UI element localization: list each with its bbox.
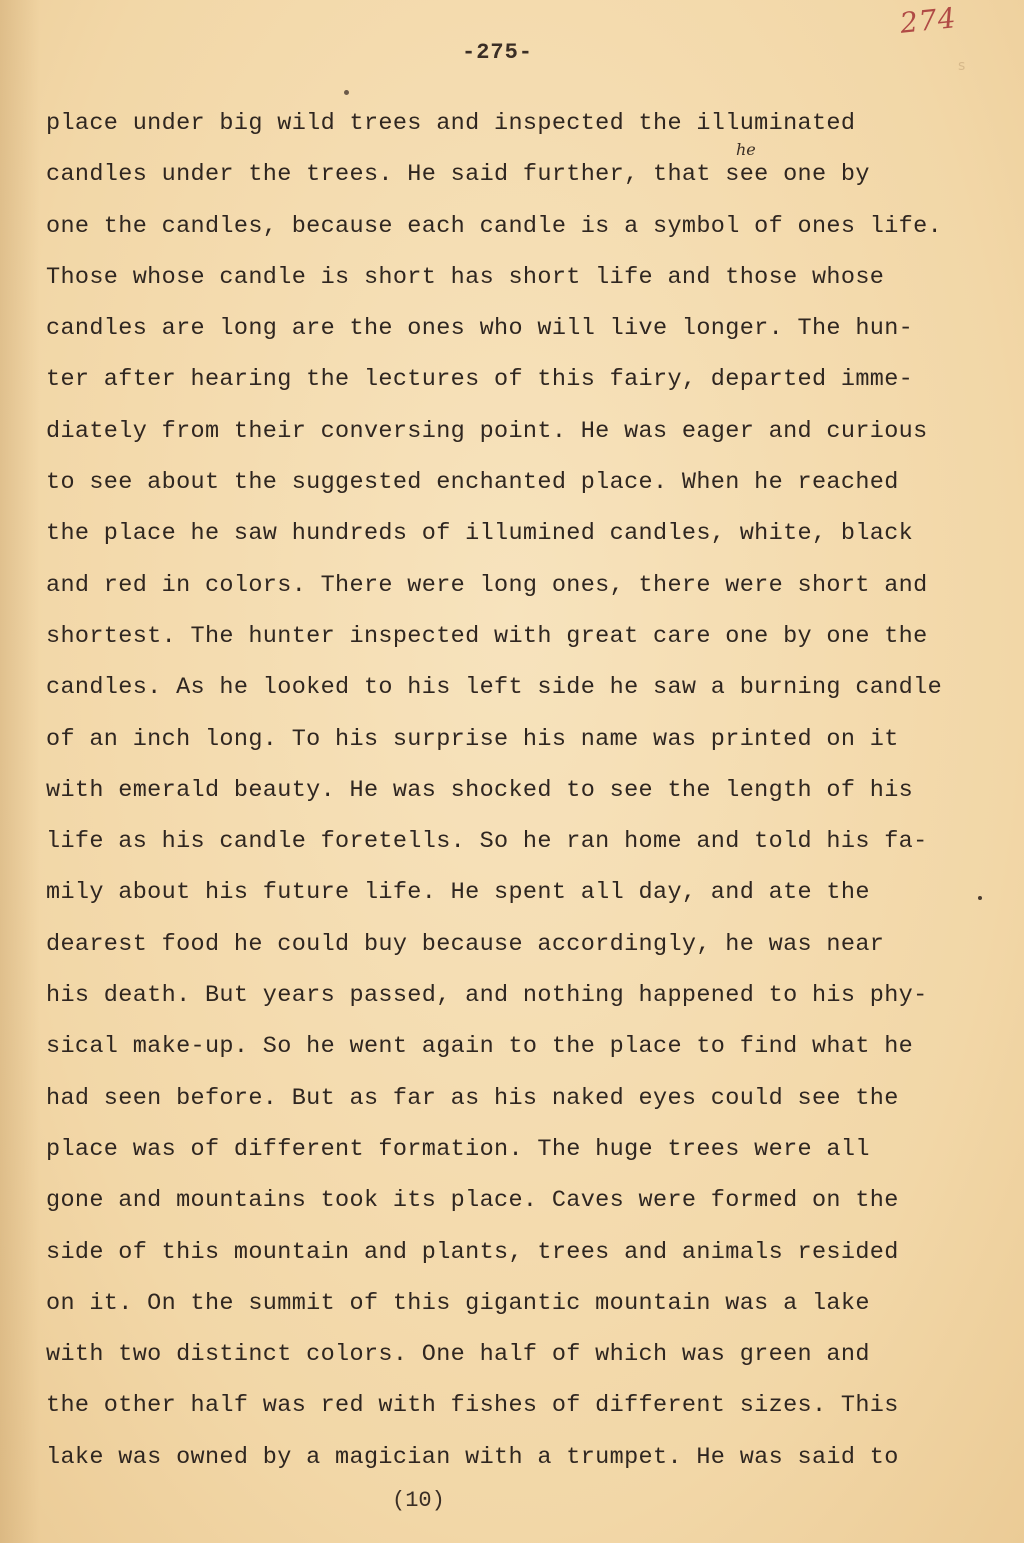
text-line: dearest food he could buy because accordingly, he was near [46,930,885,958]
text-line: life as his candle foretells. So he ran home and told his fa- [46,828,928,856]
text-line: Those whose candle is short has short life and those whose [46,263,885,291]
text-line: candles under the trees. He said further, that see one by [46,161,870,189]
footer-page-number: (10) [392,1488,445,1513]
text-line: the place he saw hundreds of illumined candles, white, black [46,520,914,548]
text-line: with two distinct colors. One half of which was green and [46,1341,870,1369]
text-line: mily about his future life. He spent all day, and ate the [46,879,870,907]
text-line: his death. But years passed, and nothing happened to his phy- [46,982,928,1010]
text-line: one the candles, because each candle is a symbol of ones life. [46,212,943,240]
text-line: the other half was red with fishes of different sizes. This [46,1392,899,1420]
text-line: gone and mountains took its place. Caves were formed on the [46,1187,899,1215]
handwritten-page-number: 274 [898,1,959,40]
text-line: place was of different formation. The huge trees were all [46,1135,870,1163]
paper-edge-shadow [0,0,40,1543]
handwritten-insertion: he [736,140,756,159]
typed-body-text [46,106,1006,1491]
text-line: diately from their conversing point. He was eager and curious [46,417,928,445]
text-line: had seen before. But as far as his naked eyes could see the [46,1084,899,1112]
text-line: of an inch long. To his surprise his name was printed on it [46,725,899,753]
text-line: candles are long are the ones who will live longer. The hun- [46,315,914,343]
text-line: with emerald beauty. He was shocked to see the length of his [46,776,914,804]
typed-page-number: -275- [462,40,534,65]
text-line: side of this mountain and plants, trees and animals resided [46,1238,899,1266]
text-line: sical make-up. So he went again to the place to find what he [46,1033,914,1061]
faint-margin-mark: s [958,58,966,74]
text-line: and red in colors. There were long ones, there were short and [46,571,928,599]
text-line: place under big wild trees and inspected the illuminated [46,110,856,137]
text-line: shortest. The hunter inspected with great care one by one the [46,622,928,650]
text-line: on it. On the summit of this gigantic mountain was a lake [46,1289,870,1317]
text-line: to see about the suggested enchanted place. When he reached [46,469,899,497]
text-line: lake was owned by a magician with a trumpet. He was said to [46,1443,899,1471]
text-line: ter after hearing the lectures of this fairy, departed imme- [46,366,914,394]
ink-dot-mark [344,90,349,95]
text-line: candles. As he looked to his left side he saw a burning candle [46,674,943,702]
